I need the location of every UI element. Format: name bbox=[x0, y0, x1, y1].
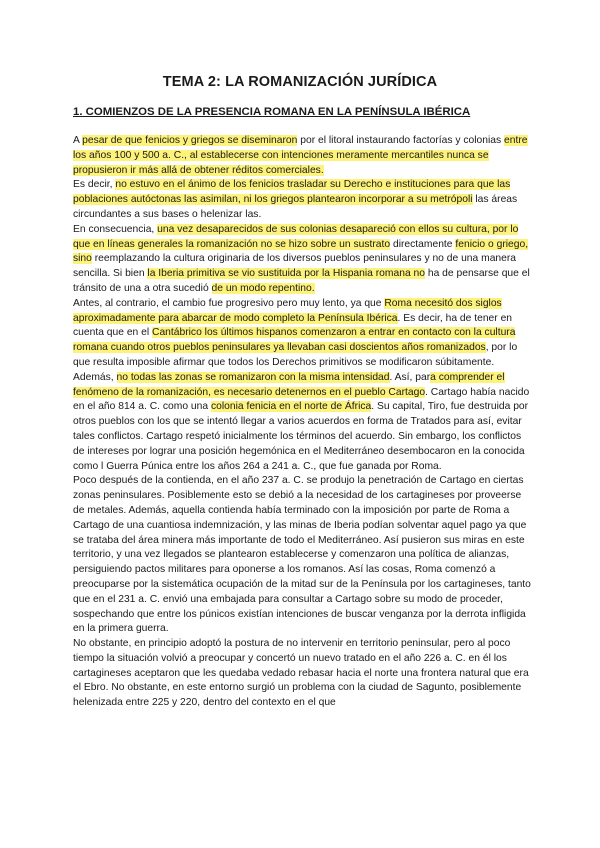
paragraph bbox=[73, 371, 531, 475]
highlighted-text: colonia fenicia en el norte de África bbox=[210, 401, 372, 413]
paragraph bbox=[73, 134, 531, 178]
highlighted-text: no todas las zonas se romanizaron con la misma intensidad bbox=[116, 371, 390, 383]
text-run: Es decir, bbox=[73, 179, 116, 191]
text-run: reemplazando la cultura originaria de los diversos pueblos peninsulares y no de una manera sencilla. Si bien bbox=[73, 253, 517, 280]
text-run: las áreas circundantes a sus bases o helenizar las. bbox=[73, 194, 518, 220]
text-run: . Cartago había nacido en el año 814 a. C. como una bbox=[73, 386, 530, 413]
paragraph bbox=[73, 637, 531, 711]
text-run: Antes, al contrario, el cambio fue progresivo pero muy lento, ya que bbox=[73, 297, 385, 309]
text-run: Poco después de la contienda, en el año 237 a. C. se produjo la penetración de Cartago en ciertas zonas peninsulares. Posiblemente esto se debió a la necesidad de los cartagineses por proveerse de metales. Además, aquella contienda había terminado con la imposición por parte de Roma a Cartago de una cuantiosa indemnización, y las minas de Iberia podían solventar aquel pago ya que se trataba del área minera más importante de todo el Mediterráneo. Así pusieron sus miras en este territorio, y una vez llegados se plantearon establecerse y comenzaron una política de alianzas, persiguiendo pactos militares para oponerse a los romanos. Así las cosas, Roma comenzó a preocuparse por la sistemática ocupación de la mitad sur de la Península por los cartagineses, tanto que en el 231 a. C. envió una embajada para consultar a Cartago sobre su modo de proceder, sospechando que entre los púnicos existían intenciones de buscar venganza por la derrota infligida en la primera guerra. bbox=[73, 475, 531, 635]
highlighted-text: de un modo repentino. bbox=[211, 282, 315, 294]
text-run: por el litoral instaurando factorías y colonias bbox=[297, 135, 505, 146]
text-run: Además, bbox=[73, 371, 117, 383]
highlighted-text: no estuvo en el ánimo de los fenicios trasladar su Derecho e instituciones para que las poblaciones autóctonas las asimilan, ni los griegos plantearon incorporar a su metrópoli bbox=[73, 179, 511, 206]
section-heading: 1. COMIENZOS DE LA PRESENCIA ROMANA EN LA PENÍNSULA IBÉRICA bbox=[73, 106, 471, 118]
text-run: directamente bbox=[390, 238, 456, 250]
text-run: , por lo que resulta imposible afirmar que todos los Derechos primitivos se modificaron súbitamente. bbox=[73, 342, 518, 368]
text-run: . Su capital, Tiro, fue destruida por otros pueblos con los que se intentó llegar a varios acuerdos en forma de Tratados para así, evitar tales conflictos. Cartago respetó inicialmente los términos del acuerdo. Sin embargo, los conflictos de intereses por lograr una posición hegemónica en el Mediterráneo desembocaron en la conocida como l Guerra Púnica entre los años 264 a 241 a. C., que fue ganada por Roma. bbox=[73, 401, 529, 472]
highlighted-text: Roma necesitó dos siglos aproximadamente para abarcar de modo completo la Península Ibérica bbox=[73, 297, 502, 324]
highlighted-text: fenicio o griego, sino bbox=[73, 238, 529, 265]
text-run: . Es decir, ha de tener en cuenta que en el bbox=[73, 312, 513, 339]
highlighted-text: Cantábrico los últimos hispanos comenzaron a entrar en contacto con la cultura romana cuando otros pueblos peninsulares ya llevaban casi doscientos años romanizados bbox=[73, 327, 516, 354]
page-title: TEMA 2: LA ROMANIZACIÓN JURÍDICA bbox=[162, 74, 438, 90]
highlighted-text: una vez desaparecidos de sus colonias desapareció con ellos su cultura, por lo que en líneas generales la romanización no se hizo sobre un sustrato bbox=[73, 223, 519, 250]
highlighted-text: pesar de que fenicios y griegos se diseminaron bbox=[82, 135, 298, 146]
highlighted-text: la Iberia primitiva se vio sustituida por la Hispania romana no bbox=[147, 268, 425, 280]
text-run: En consecuencia, bbox=[73, 223, 158, 235]
paragraph bbox=[73, 178, 531, 222]
paragraph bbox=[73, 223, 531, 297]
text-run: . Así, par bbox=[389, 371, 431, 383]
paragraph bbox=[73, 474, 531, 637]
text-run: ha de pensarse que el tránsito de una a otra sucedió bbox=[73, 268, 530, 294]
highlighted-text: entre los años 100 y 500 a. C., al establecerse con intenciones meramente mercantiles nunca se propusieron ir más allá de obtener réditos comerciales. bbox=[73, 135, 528, 176]
body-text bbox=[73, 134, 531, 711]
paragraph bbox=[73, 297, 531, 371]
text-run: A bbox=[73, 135, 83, 146]
text-run: No obstante, en principio adoptó la postura de no intervenir en territorio peninsular, pero al poco tiempo la situación volvió a preocupar y concertó un nuevo tratado en el año 226 a. C. en él los cartagineses aceptaron que les quedaba vedado rebasar hacia el norte una frontera natural que era el Ebro. No obstante, en este entorno surgió un problema con la ciudad de Sagunto, posiblemente helenizada entre 225 y 220, dentro del contexto en el que bbox=[73, 638, 529, 709]
highlighted-text: a comprender el fenómeno de la romanización, es necesario detenernos en el pueblo Cartago bbox=[73, 371, 505, 398]
